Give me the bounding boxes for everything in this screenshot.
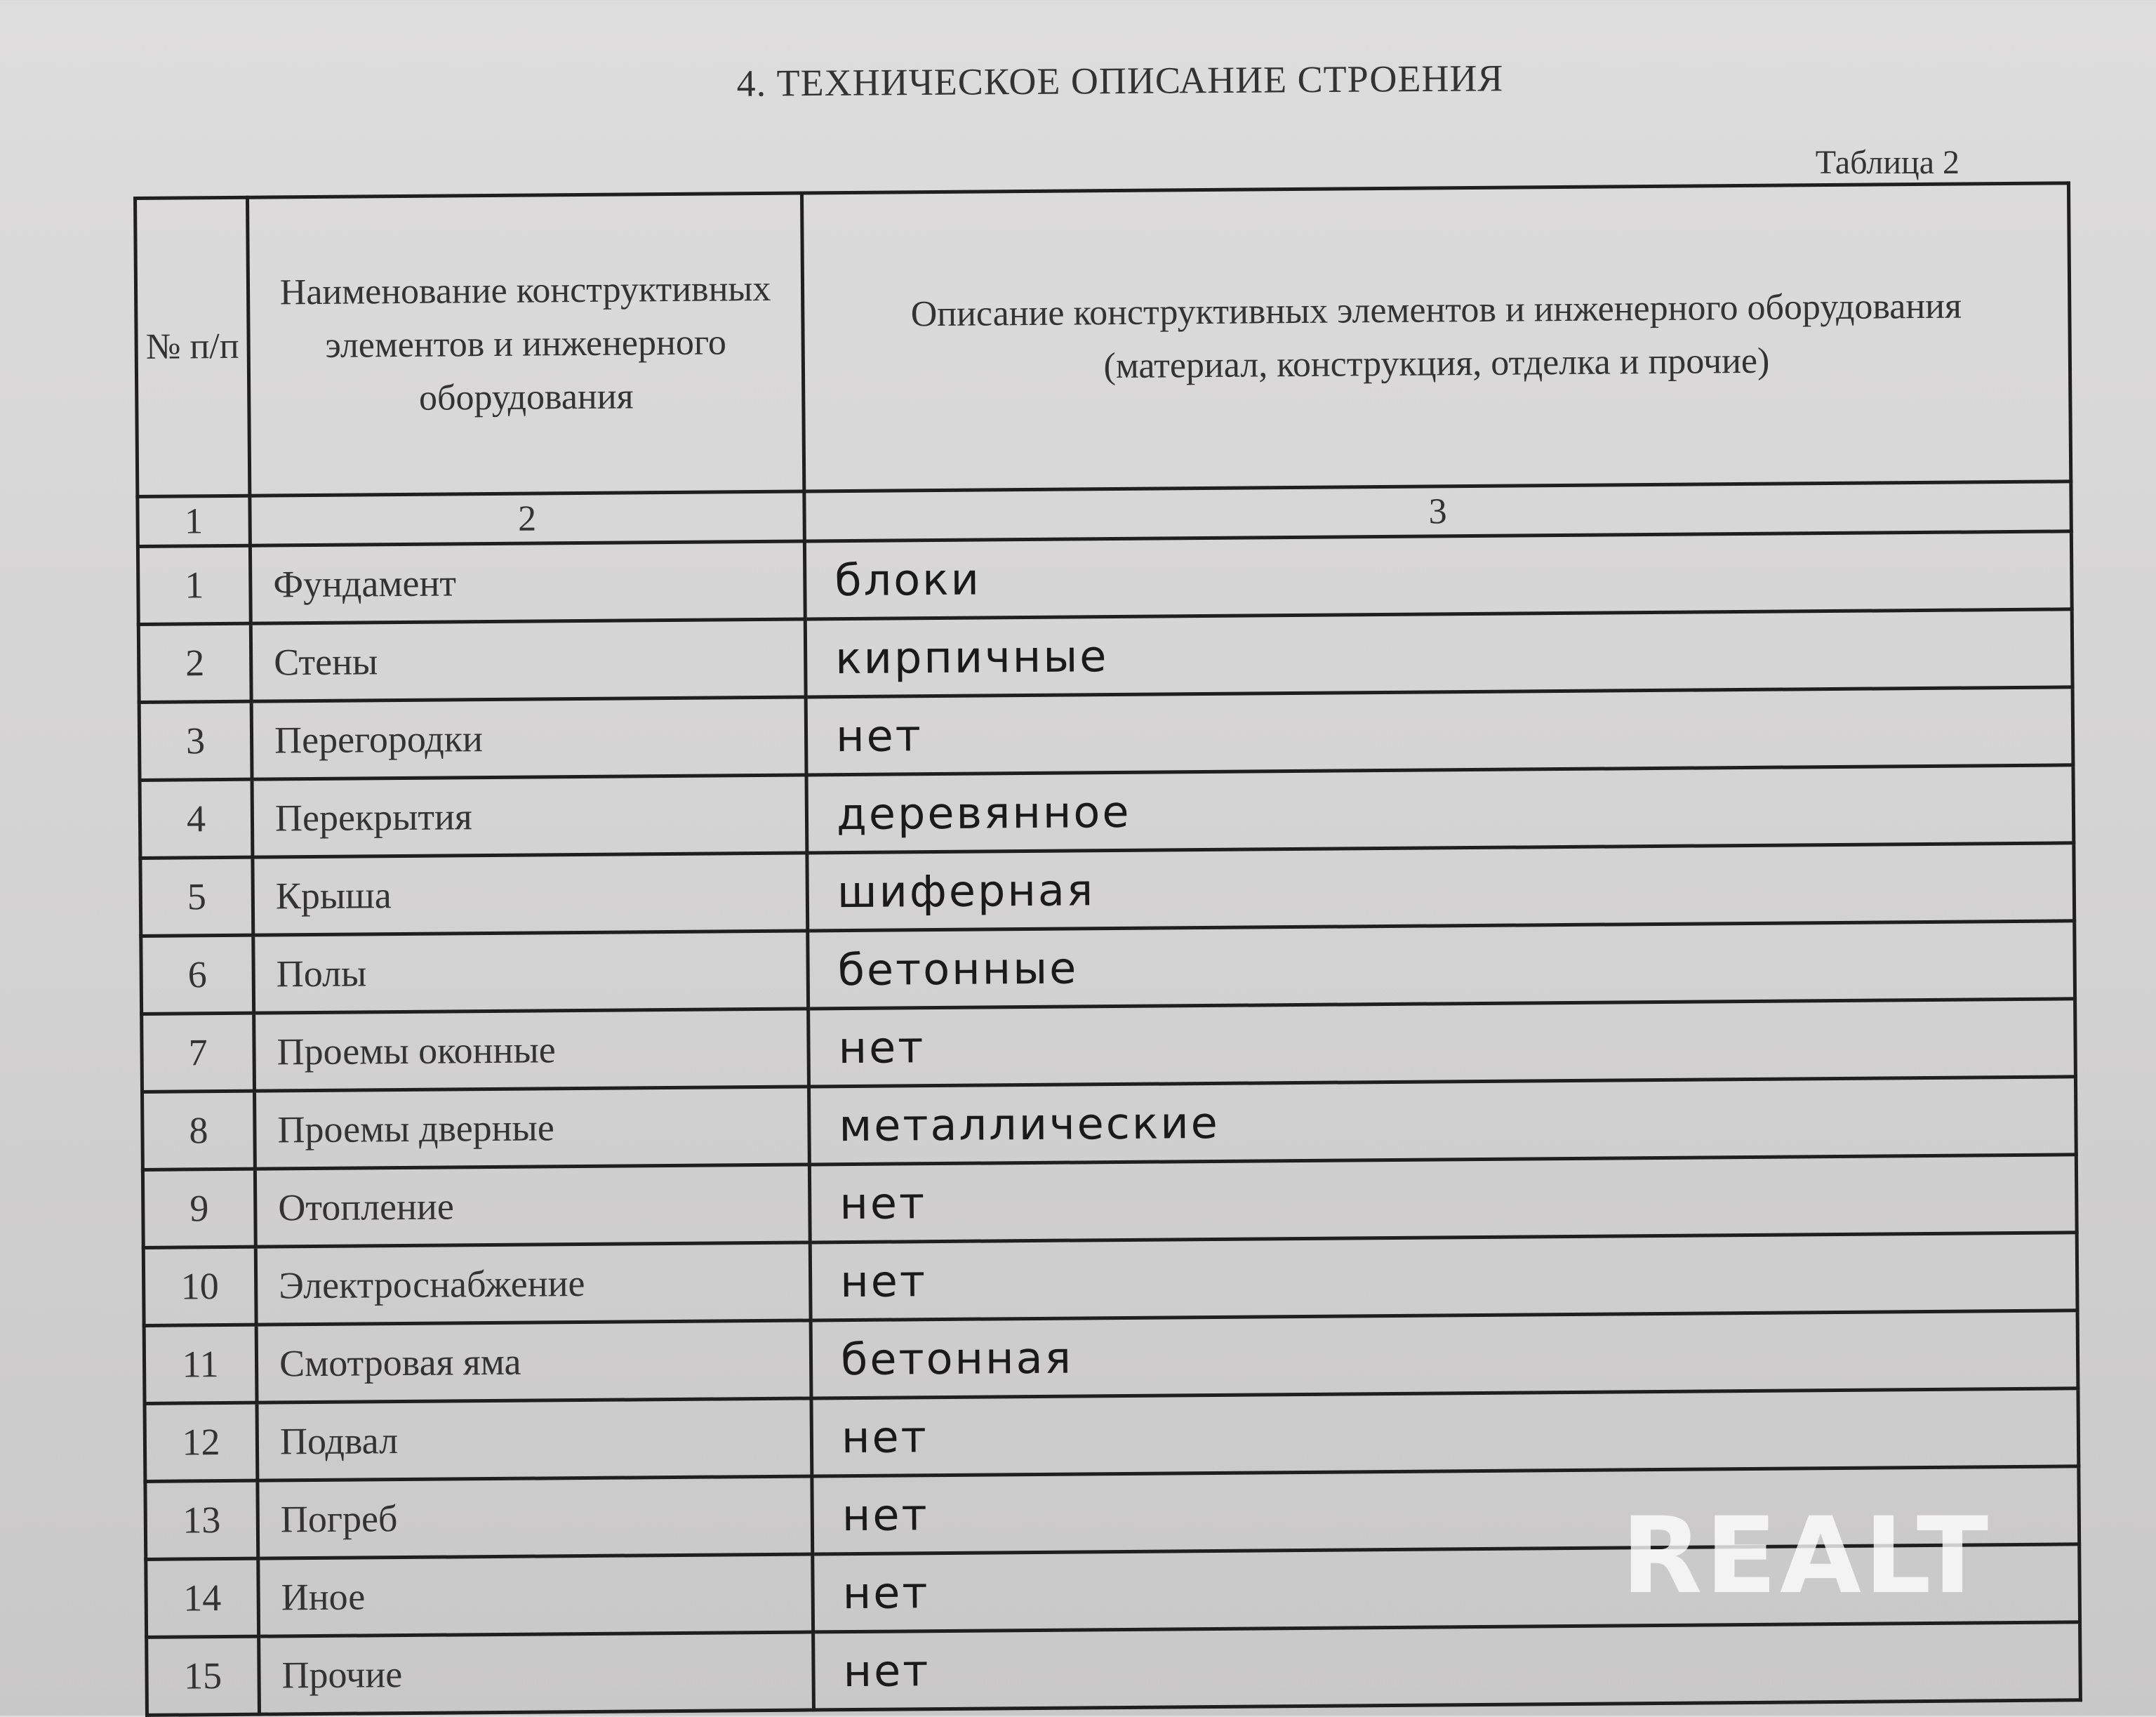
element-description: нет — [813, 1622, 2081, 1710]
element-description: деревянное — [806, 765, 2074, 853]
element-description: нет — [813, 1544, 2080, 1632]
element-description: нет — [811, 1388, 2079, 1476]
element-name: Проемы оконные — [254, 1009, 809, 1091]
table-row — [140, 765, 2074, 858]
element-description: бетонная — [811, 1311, 2078, 1398]
row-number: 2 — [138, 623, 251, 702]
row-number: 10 — [143, 1247, 256, 1325]
row-number: 12 — [145, 1403, 258, 1481]
table-row — [139, 687, 2073, 781]
element-name: Перегородки — [251, 697, 806, 779]
table — [133, 181, 2082, 1717]
header-num: № п/п — [135, 197, 250, 496]
element-description: нет — [806, 687, 2073, 775]
element-name: Смотровая яма — [256, 1320, 811, 1403]
row-number: 8 — [142, 1091, 255, 1169]
table-row — [144, 1311, 2078, 1404]
element-name: Проемы дверные — [255, 1087, 810, 1169]
column-index-1: 1 — [138, 496, 251, 546]
column-index-3: 3 — [804, 482, 2072, 541]
element-description: нет — [808, 999, 2076, 1087]
table-row — [142, 1077, 2077, 1170]
row-number: 7 — [142, 1013, 255, 1092]
element-description: нет — [812, 1466, 2080, 1554]
header-description-line2: (материал, конструкция, отделка и прочие) — [1103, 340, 1770, 387]
row-number: 5 — [140, 857, 253, 936]
element-name: Крыша — [253, 853, 808, 935]
row-number: 9 — [142, 1169, 255, 1247]
column-index-2: 2 — [250, 491, 805, 545]
element-name: Перекрытия — [252, 775, 807, 857]
element-name: Иное — [258, 1554, 813, 1636]
table-row — [138, 609, 2072, 703]
table-row — [147, 1622, 2081, 1716]
row-number: 13 — [145, 1480, 258, 1559]
element-description: кирпичные — [805, 609, 2072, 697]
row-number: 4 — [140, 779, 253, 858]
element-description: шиферная — [807, 843, 2075, 931]
table-row — [142, 1155, 2077, 1248]
element-name: Подвал — [257, 1398, 812, 1480]
table-row — [140, 843, 2075, 936]
element-description: металлические — [808, 1077, 2076, 1165]
table-row — [138, 531, 2072, 625]
element-name: Погреб — [258, 1476, 813, 1558]
row-number: 11 — [144, 1325, 257, 1403]
element-description: нет — [809, 1155, 2077, 1242]
technical-description-table — [133, 181, 2082, 1717]
element-name: Фундамент — [250, 541, 805, 623]
table-row — [141, 921, 2075, 1014]
row-number: 6 — [141, 935, 254, 1014]
element-name: Электроснабжение — [255, 1242, 811, 1325]
element-description: блоки — [804, 531, 2072, 619]
table-caption: Таблица 2 — [1815, 144, 1959, 181]
element-name: Прочие — [259, 1632, 814, 1714]
row-number: 3 — [139, 701, 252, 780]
element-name: Отопление — [255, 1165, 810, 1247]
table-row — [142, 999, 2076, 1092]
table-row — [145, 1388, 2079, 1482]
row-number: 1 — [138, 545, 251, 624]
element-name: Полы — [253, 931, 808, 1013]
element-description: бетонные — [808, 921, 2075, 1009]
row-number: 14 — [146, 1558, 259, 1637]
element-name: Стены — [251, 619, 806, 701]
document-title: 4. ТЕХНИЧЕСКОЕ ОПИСАНИЕ СТРОЕНИЯ — [736, 57, 1504, 105]
table-row — [143, 1233, 2077, 1326]
header-description-line1: Описание конструктивных элементов и инженерного оборудования — [910, 286, 1962, 335]
header-name: Наименование конструктивных элементов и инженерного оборудования — [248, 193, 804, 496]
row-number: 15 — [147, 1636, 260, 1715]
header-description — [801, 183, 2070, 491]
realt-watermark: REALT — [1621, 1495, 1992, 1617]
element-description: нет — [810, 1233, 2077, 1320]
header-row — [135, 183, 2071, 497]
